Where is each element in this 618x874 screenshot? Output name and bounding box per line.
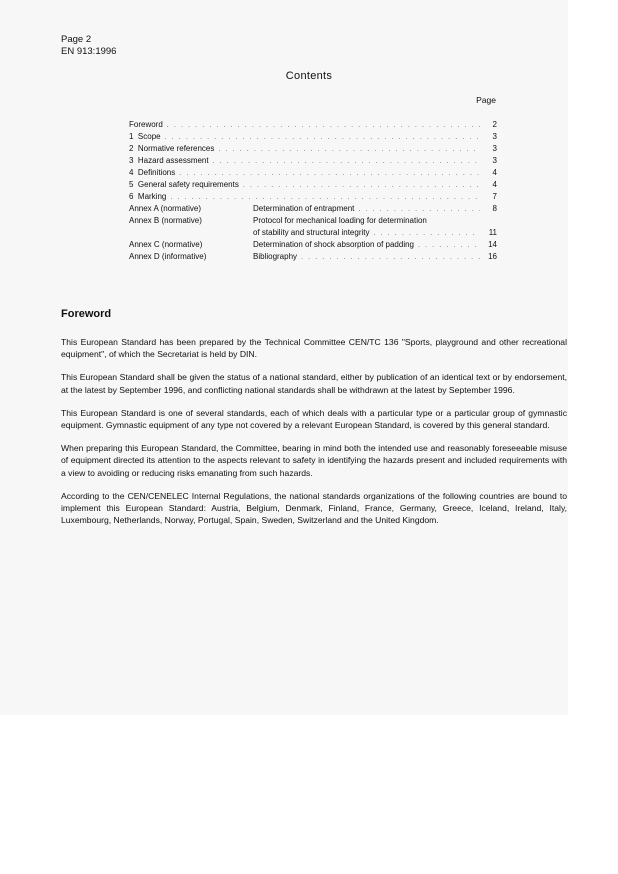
toc-entry-page: 16 (488, 252, 497, 261)
toc-entry-number: 2 (129, 144, 134, 153)
toc-leader-dots (165, 132, 480, 143)
page-number-label: Page 2 (61, 34, 92, 45)
toc-entry-number: 6 (129, 192, 134, 201)
toc-annex-title: Protocol for mechanical loading for determination (253, 216, 427, 225)
toc-entry-annex-a[interactable] (129, 203, 497, 215)
page-header (61, 34, 116, 58)
toc-leader-dots (243, 180, 480, 191)
toc-entry-label: Definitions (137, 168, 176, 177)
toc-entry-label: Hazard assessment (137, 156, 209, 165)
toc-entry-page: 3 (492, 156, 497, 165)
toc-annex-designation: Annex C (normative) (129, 240, 203, 249)
toc-entry-annex-b[interactable] (129, 215, 497, 227)
foreword-paragraph: This European Standard is one of several standards, each of which deals with a particular type or a particular group of gymnastic equipment. Gymnastic equipment of any type not covered by a relevant European Standard, is covered by this general standard. (61, 407, 567, 431)
toc-annex-designation: Annex B (normative) (129, 216, 202, 225)
toc-leader-dots (218, 144, 480, 155)
toc-leader-dots (301, 252, 480, 263)
toc-leader-dots (374, 228, 481, 239)
foreword-paragraph: When preparing this European Standard, the Committee, bearing in mind both the intended use and reasonably foreseeable misuse of equipment directed its attention to the aspects relevant to safety in identifying the hazards present and included requirements with a view to avoiding or reducing risks emanating from such hazards. (61, 443, 567, 478)
toc-entry-general-safety-requirements[interactable] (129, 179, 497, 191)
toc-entry-number: 3 (129, 156, 134, 165)
toc-entry-page: 14 (488, 240, 497, 249)
toc-annex-title-continued: of stability and structural integrity (253, 228, 370, 237)
toc-entry-label: Marking (137, 192, 167, 201)
document-id: EN 913:1996 (61, 46, 117, 57)
toc-entry-number: 4 (129, 168, 134, 177)
foreword-paragraph: This European Standard has been prepared by the Technical Committee CEN/TC 136 "Sports, playground and other recreational equipment", of which the Secretariat is held by DIN. (61, 337, 567, 360)
toc-entry-normative-references[interactable] (129, 143, 497, 155)
toc-entry-annex-c[interactable] (129, 239, 497, 251)
foreword-body (61, 336, 567, 537)
toc-entry-annex-b-continued[interactable] (129, 227, 497, 239)
toc-entry-marking[interactable] (129, 191, 497, 203)
toc-entry-page: 7 (492, 192, 497, 201)
foreword-paragraph: This European Standard shall be given the status of a national standard, either by publication of an identical text or by endorsement, at the latest by September 1996, and conflicting national standards shall be withdrawn at the latest by September 1996. (61, 372, 567, 395)
toc-leader-dots (167, 120, 480, 131)
toc-entry-hazard-assessment[interactable] (129, 155, 497, 167)
toc-leader-dots (418, 240, 480, 251)
toc-annex-title: Determination of entrapment (253, 204, 355, 213)
toc-leader-dots (170, 192, 480, 203)
toc-entry-page: 11 (488, 228, 497, 237)
toc-entry-page: 3 (492, 132, 497, 141)
foreword-heading: Foreword (61, 308, 112, 320)
toc-entry-page: 8 (492, 204, 497, 213)
contents-title: Contents (285, 70, 333, 82)
toc-annex-title: Bibliography (253, 252, 298, 261)
toc-entry-page: 4 (492, 180, 497, 189)
toc-leader-dots (179, 168, 480, 179)
toc-entry-label: Foreword (129, 120, 163, 129)
page-column-header: Page (476, 95, 496, 105)
toc-annex-designation: Annex A (normative) (129, 204, 202, 213)
toc-entry-label: Scope (137, 132, 161, 141)
toc-entry-definitions[interactable] (129, 167, 497, 179)
toc-entry-page: 2 (492, 120, 497, 129)
toc-annex-designation: Annex D (informative) (129, 252, 207, 261)
toc-entry-number: 5 (129, 180, 134, 189)
toc-leader-dots (213, 156, 480, 167)
toc-entry-label: General safety requirements (137, 180, 239, 189)
toc-entry-foreword[interactable] (129, 119, 497, 131)
toc-entry-page: 4 (492, 168, 497, 177)
toc-leader-dots (358, 204, 480, 215)
toc-entry-page: 3 (492, 144, 497, 153)
toc-entry-annex-d[interactable] (129, 251, 497, 263)
table-of-contents (129, 119, 497, 263)
toc-entry-label: Normative references (137, 144, 215, 153)
toc-entry-number: 1 (129, 132, 134, 141)
toc-annex-title: Determination of shock absorption of padding (253, 240, 414, 249)
foreword-paragraph: According to the CEN/CENELEC Internal Regulations, the national standards organizations of the following countries are bound to implement this European Standard: Austria, Belgium, Denmark, Finland, France, Germany, Greece, Iceland, Ireland, Italy, Luxembourg, Netherlands, Norway, Portugal, Spain, Sweden, Switzerland and the United Kingdom. (61, 490, 567, 526)
toc-entry-scope[interactable] (129, 131, 497, 143)
